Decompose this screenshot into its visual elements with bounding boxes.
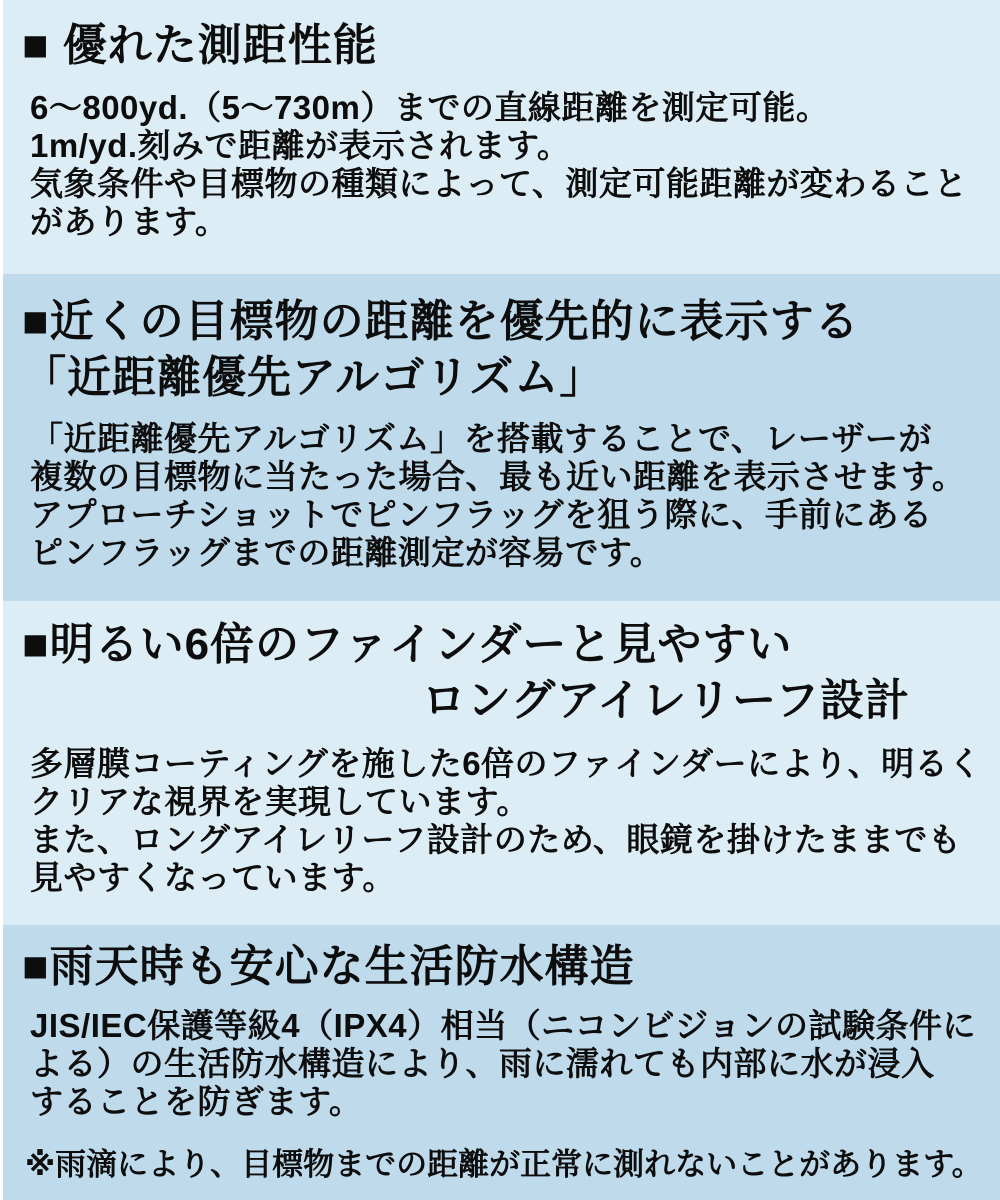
section-heading <box>0 294 1000 406</box>
section-body <box>0 745 1000 897</box>
section-body <box>0 420 1000 572</box>
body-line: クリアな視界を実現しています。 <box>30 783 530 820</box>
body-line: があります。 <box>30 203 229 240</box>
section-heading-line: ■雨天時も安心な生活防水構造 <box>22 942 635 991</box>
section-heading-line: ■ 優れた測距性能 <box>22 21 378 70</box>
section-heading-line: ■明るい6倍のファインダーと見やすい <box>22 620 793 669</box>
section-heading <box>0 18 1000 74</box>
raindrop-note: ※雨滴により、目標物までの距離が正常に測れないことがあります。 <box>25 1147 983 1182</box>
section-heading-line: 「近距離優先アルゴリズム」 <box>22 353 605 402</box>
section-bright-finder <box>0 601 1000 925</box>
body-line: 気象条件や目標物の種類によって、測定可能距離が変わること <box>30 165 968 202</box>
section-body <box>0 1007 1000 1121</box>
body-line: また、ロングアイレリーフ設計のため、眼鏡を掛けたままでも <box>30 821 962 858</box>
section-heading-line: ロングアイレリーフ設計 <box>422 676 910 725</box>
body-line: ピンフラッグまでの距離測定が容易です。 <box>30 534 664 571</box>
body-line: 6～800yd.（5～730m）までの直線距離を測定可能。 <box>30 89 830 126</box>
section-waterproof <box>0 925 1000 1200</box>
body-line: アプローチショットでピンフラッグを狙う際に、手前にある <box>30 496 933 533</box>
body-line: 「近距離優先アルゴリズム」を搭載することで、レーザーが <box>30 420 932 457</box>
body-line: 複数の目標物に当たった場合、最も近い距離を表示させます。 <box>30 458 966 495</box>
section-body <box>0 89 1000 241</box>
section-heading <box>0 617 1000 729</box>
body-line: 見やすくなっています。 <box>30 859 396 896</box>
body-line: 1m/yd.刻みで距離が表示されます。 <box>30 127 571 164</box>
section-ranging-performance <box>0 0 1000 274</box>
body-line: 多層膜コーティングを施した6倍のファインダーにより、明るく <box>30 745 982 782</box>
body-line: よる）の生活防水構造により、雨に濡れても内部に水が浸入 <box>30 1045 935 1082</box>
body-line: することを防ぎます。 <box>30 1083 363 1120</box>
section-near-target-priority <box>0 274 1000 601</box>
section-heading-line: ■近くの目標物の距離を優先的に表示する <box>22 297 860 346</box>
section-heading <box>0 939 1000 995</box>
body-line: JIS/IEC保護等級4（IPX4）相当（ニコンビジョンの試験条件に <box>30 1007 976 1044</box>
page-left-edge <box>0 0 3 1200</box>
